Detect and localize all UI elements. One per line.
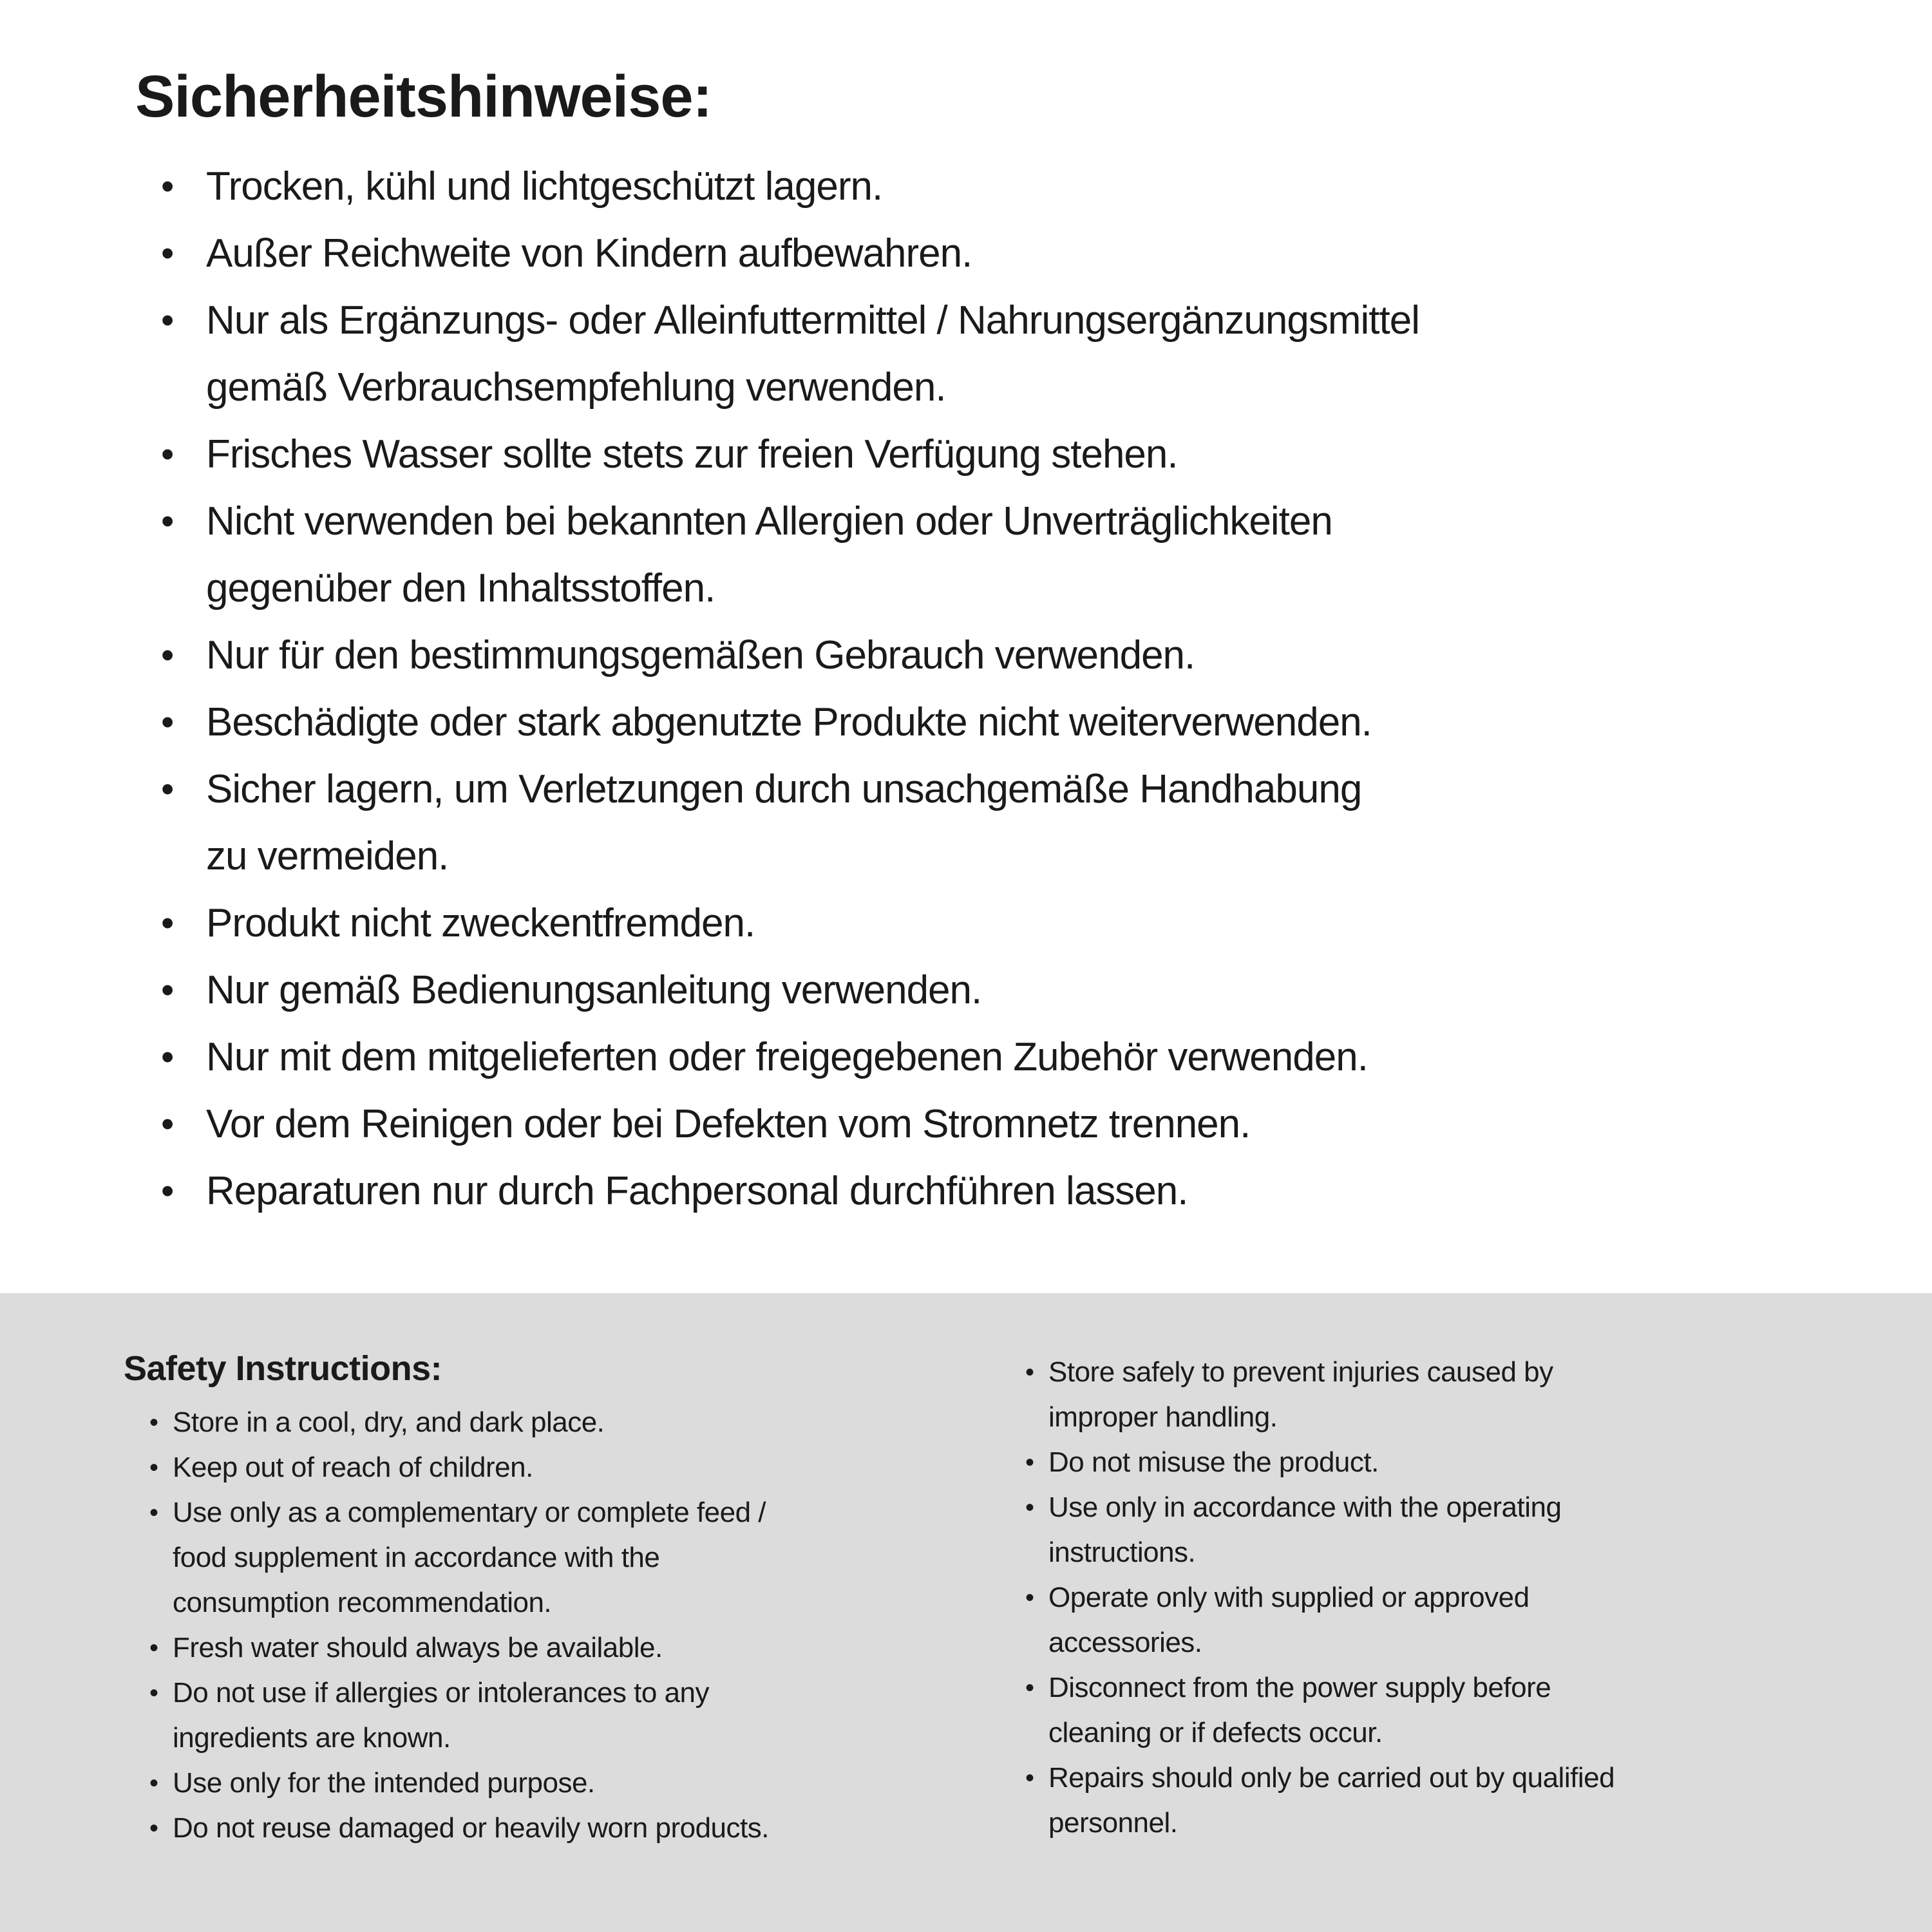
list-item [1025,1350,1615,1440]
list-item-line: cleaning or if defects occur. [1048,1717,1383,1748]
list-item-line: consumption recommendation. [173,1587,552,1618]
list-item-line: personnel. [1048,1807,1178,1839]
list-item-line: Use only for the intended purpose. [173,1767,595,1799]
page-title: Sicherheitshinweise: [135,64,712,129]
list-item [161,153,1419,220]
bullet-icon: • [149,1814,159,1842]
bullet-icon: • [161,166,175,207]
bullet-icon: • [161,768,175,810]
list-item [161,287,1419,421]
list-item-line: ingredients are known. [173,1722,451,1754]
list-item [161,220,1419,287]
list-item-line: gegenüber den Inhaltsstoffen. [206,566,715,611]
list-item-line: zu vermeiden. [206,834,449,878]
bullet-icon: • [161,433,175,475]
list-item-line: Trocken, kühl und lichtgeschützt lagern. [206,164,883,209]
bullet-icon: • [161,1103,175,1145]
list-item-line: Fresh water should always be available. [173,1632,663,1663]
list-item-line: Store safely to prevent injuries caused by [1048,1356,1553,1388]
list-item [161,1024,1419,1091]
list-item-line: Repairs should only be carried out by qualified [1048,1762,1615,1794]
list-item [149,1400,769,1445]
bullet-icon: • [161,232,175,274]
bullet-icon: • [149,1499,159,1527]
bullet-icon: • [161,701,175,743]
list-item [149,1445,769,1490]
list-item-line: Vor dem Reinigen oder bei Defekten vom Stromnetz trennen. [206,1102,1251,1146]
list-item-line: Frisches Wasser sollte stets zur freien Verfügung stehen. [206,432,1178,477]
list-item [149,1761,769,1806]
list-item [161,622,1419,689]
bullet-icon: • [161,500,175,542]
bullet-icon: • [149,1634,159,1662]
list-item-line: Beschädigte oder stark abgenutzte Produkte nicht weiterverwenden. [206,700,1372,744]
bullet-icon: • [1025,1674,1035,1702]
bullet-icon: • [149,1679,159,1707]
list-item [161,890,1419,957]
list-item [161,689,1419,756]
list-item-line: Do not use if allergies or intolerances to any [173,1677,710,1709]
bullet-icon: • [161,1170,175,1212]
list-item-line: Sicher lagern, um Verletzungen durch unsachgemäße Handhabung [206,767,1362,811]
list-item [161,756,1419,890]
list-item-line: improper handling. [1048,1401,1278,1433]
list-item [1025,1575,1615,1665]
list-item-line: accessories. [1048,1627,1202,1658]
bullet-icon: • [1025,1358,1035,1387]
list-item-line: Nur mit dem mitgelieferten oder freigegebenen Zubehör verwenden. [206,1035,1368,1079]
list-item-line: Operate only with supplied or approved [1048,1582,1530,1613]
bullet-icon: • [149,1408,159,1437]
list-item [161,421,1419,488]
list-item-line: Do not reuse damaged or heavily worn products. [173,1812,769,1844]
list-item-line: instructions. [1048,1537,1196,1568]
list-item [149,1490,769,1625]
list-item [149,1806,769,1851]
list-item-line: Außer Reichweite von Kindern aufbewahren. [206,231,972,276]
list-item [161,488,1419,622]
list-item-line: Reparaturen nur durch Fachpersonal durchführen lassen. [206,1169,1188,1213]
bullet-icon: • [161,969,175,1011]
list-item-line: Store in a cool, dry, and dark place. [173,1406,605,1438]
bullet-icon: • [161,1036,175,1078]
list-item-line: Nur gemäß Bedienungsanleitung verwenden. [206,968,982,1012]
bullet-icon: • [1025,1448,1035,1477]
list-item [161,1158,1419,1225]
list-item-line: Keep out of reach of children. [173,1452,533,1483]
list-item-line: gemäß Verbrauchsempfehlung verwenden. [206,365,946,410]
list-item [149,1671,769,1761]
list-item [1025,1756,1615,1846]
list-item-line: Nur für den bestimmungsgemäßen Gebrauch verwenden. [206,633,1195,677]
bullet-icon: • [149,1454,159,1482]
bullet-icon: • [1025,1584,1035,1612]
list-item-line: Produkt nicht zweckentfremden. [206,901,755,945]
bullet-icon: • [149,1769,159,1797]
bullet-icon: • [161,902,175,944]
bullet-icon: • [161,634,175,676]
list-item [1025,1440,1615,1485]
list-item-line: food supplement in accordance with the [173,1542,660,1573]
list-item-line: Use only in accordance with the operating [1048,1492,1562,1523]
english-title: Safety Instructions: [124,1349,442,1388]
list-item-line: Do not misuse the product. [1048,1446,1379,1478]
list-item [161,957,1419,1024]
list-item [1025,1665,1615,1756]
english-left-column [149,1400,769,1851]
english-right-column [1025,1350,1615,1846]
list-item-line: Nicht verwenden bei bekannten Allergien oder Unverträglichkeiten [206,499,1332,544]
bullet-icon: • [1025,1764,1035,1792]
german-safety-list [161,153,1419,1225]
list-item [161,1091,1419,1158]
list-item-line: Nur als Ergänzungs- oder Alleinfuttermittel / Nahrungsergänzungsmittel [206,298,1419,343]
list-item [1025,1485,1615,1575]
list-item-line: Disconnect from the power supply before [1048,1672,1551,1703]
list-item-line: Use only as a complementary or complete feed / [173,1497,766,1528]
bullet-icon: • [1025,1493,1035,1522]
list-item [149,1625,769,1671]
bullet-icon: • [161,299,175,341]
